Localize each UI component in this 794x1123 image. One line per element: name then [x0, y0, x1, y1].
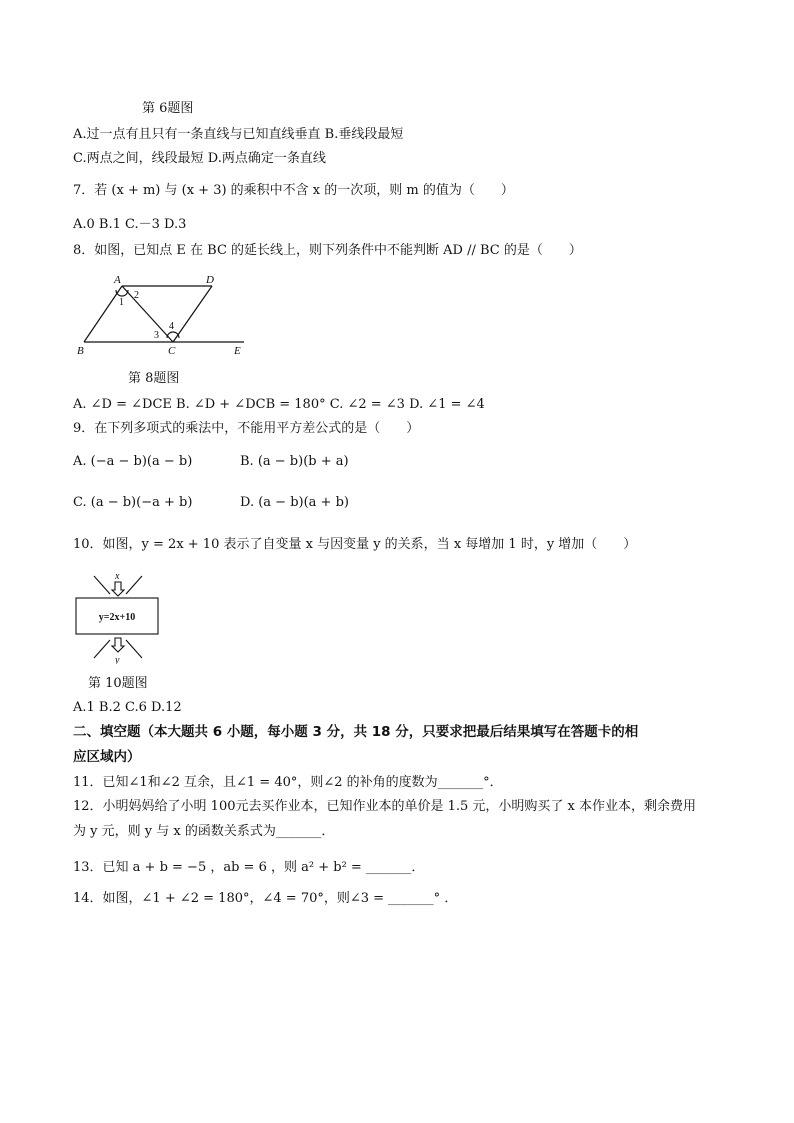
q9-option-b: B. (a − b)(b + a)	[240, 454, 349, 469]
funnel-left-top	[94, 576, 110, 594]
section2-header-line1: 二、填空题（本大题共 6 小题，每小题 3 分，共 18 分，只要求把最后结果填写在答题卡的相	[73, 724, 639, 740]
q9-option-a: A. (−a − b)(a − b)	[73, 454, 193, 469]
q8-options: A. ∠D = ∠DCE B. ∠D + ∠DCB = 180° C. ∠2 = ∠3 D. ∠1 = ∠4	[73, 397, 485, 412]
q7-stem: 7．若 (x + m) 与 (x + 3) 的乘积中不含 x 的一次项，则 m 的值为（ ）	[73, 183, 514, 198]
label-A: A	[114, 274, 121, 286]
funnel-left-bottom	[94, 640, 110, 658]
input-x-label: x	[115, 571, 120, 582]
segment-DC	[173, 286, 212, 342]
q11: 11．已知∠1和∠2 互余，且∠1 = 40°，则∠2 的补角的度数为_______°．	[73, 775, 503, 790]
formula-label: y=2x+10	[98, 612, 136, 623]
label-E: E	[234, 345, 241, 357]
angle-label-1: 1	[119, 297, 124, 308]
q12-line1: 12．小明妈妈给了小明 100元去买作业本，已知作业本的单价是 1.5 元，小明购买了 x 本作业本，剩余费用	[73, 799, 697, 814]
output-arrow-icon	[112, 638, 124, 652]
q10-options: A.1 B.2 C.6 D.12	[73, 700, 182, 715]
q9-option-c: C. (a − b)(−a + b)	[73, 495, 193, 510]
q6-caption: 第 6题图	[142, 101, 194, 116]
angle-label-4: 4	[169, 321, 174, 332]
q6-options-line2: C.两点之间，线段最短 D.两点确定一条直线	[73, 151, 326, 166]
q13: 13．已知 a + b = −5 ，ab = 6 ，则 a² + b² = _______．	[73, 860, 425, 875]
section2-header-line2: 应区域内）	[73, 749, 141, 765]
q9-option-d: D. (a − b)(a + b)	[240, 495, 349, 510]
label-D: D	[206, 274, 214, 286]
q8-figure	[74, 272, 254, 358]
label-C: C	[168, 345, 176, 357]
funnel-right-bottom	[126, 640, 142, 658]
output-y-label: y	[115, 655, 120, 664]
segment-AB	[84, 286, 122, 342]
angle-label-3: 3	[154, 330, 159, 341]
q8-caption: 第 8题图	[128, 371, 180, 386]
q10-stem: 10．如图，y = 2x + 10 表示了自变量 x 与因变量 y 的关系，当 x 每增加 1 时，y 增加（ ）	[73, 537, 637, 552]
funnel-right-top	[126, 576, 142, 594]
q10-caption: 第 10题图	[88, 676, 148, 691]
q14: 14．如图，∠1 + ∠2 = 180°，∠4 = 70°，则∠3 = _______° ．	[73, 891, 458, 906]
segment-AC	[122, 286, 173, 342]
angle-label-2: 2	[134, 290, 139, 301]
q6-options-line1: A.过一点有且只有一条直线与已知直线垂直 B.垂线段最短	[73, 127, 404, 142]
input-arrow-icon	[112, 582, 124, 596]
label-B: B	[77, 345, 84, 357]
q9-stem: 9．在下列多项式的乘法中，不能用平方差公式的是（ ）	[73, 421, 420, 436]
q7-options: A.0 B.1 C.－3 D.3	[73, 217, 187, 232]
q12-line2: 为 y 元，则 y 与 x 的函数关系式为_______．	[73, 824, 335, 839]
q8-stem: 8．如图，已知点 E 在 BC 的延长线上，则下列条件中不能判断 AD // BC 的是（ ）	[73, 243, 582, 258]
q10-figure	[74, 568, 164, 664]
